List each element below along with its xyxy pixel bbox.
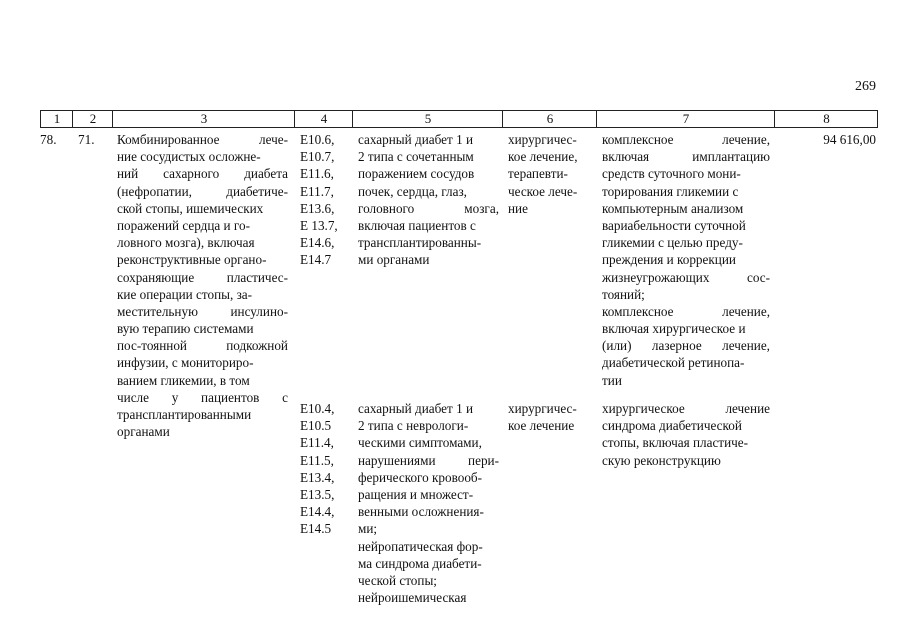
text-line: ма синдрома диабети-: [358, 555, 482, 571]
text-line: ние сосудистых осложне-: [117, 149, 261, 165]
text-line: вариабельности суточной: [602, 217, 746, 233]
text-line: стопы, включая пластиче-: [602, 435, 749, 451]
text-line: комплексное лечение,: [602, 132, 770, 147]
text-line: ние: [508, 200, 528, 216]
column-header-6: 6: [502, 111, 597, 127]
text-line: E11.6,: [300, 166, 334, 182]
text-line: (или) лазерное лечение,: [602, 338, 770, 354]
treatment-type-2: [508, 400, 594, 434]
text-line: трансплантированными: [117, 407, 252, 422]
text-line: синдрома диабетической: [602, 418, 742, 434]
text-line: ми органами: [358, 252, 430, 268]
text-line: ферического кровооб-: [358, 469, 483, 485]
header-bottom-rule: [40, 127, 878, 128]
diagnosis-description-1: [358, 131, 499, 269]
text-line: E14.7: [300, 252, 332, 268]
text-line: сахарный диабет 1 и: [358, 132, 474, 147]
text-line: хирургичес-: [508, 401, 577, 416]
text-line: нарушениями пери-: [358, 452, 499, 468]
text-line: ми;: [358, 521, 378, 537]
text-line: ческое лече-: [508, 183, 578, 199]
text-line: жизнеугрожающих сос-: [602, 269, 770, 285]
column-header-2: 2: [72, 111, 113, 127]
row-number-2: 71.: [78, 132, 95, 147]
text-line: поражений сердца и го-: [117, 217, 250, 233]
text-line: торирования гликемии с: [602, 183, 739, 199]
text-line: хирургичес-: [508, 132, 577, 147]
text-line: сахарный диабет 1 и: [358, 401, 474, 416]
text-line: компьютерным анализом: [602, 200, 744, 216]
text-line: диабетической ретинопа-: [602, 355, 745, 371]
text-line: нейропатическая фор-: [358, 538, 483, 554]
text-line: головного мозга,: [358, 200, 499, 216]
text-line: местительную инсулино-: [117, 303, 288, 319]
diagnosis-description-2: [358, 400, 499, 606]
text-line: терапевти-: [508, 166, 568, 182]
text-line: органами: [117, 424, 170, 440]
text-line: E14.6,: [300, 235, 335, 251]
text-line: хирургическое лечение: [602, 401, 770, 416]
text-line: ческими симптомами,: [358, 435, 482, 451]
text-line: ний сахарного диабета: [117, 166, 288, 182]
text-line: включая пациентов с: [358, 217, 476, 233]
text-line: ванием гликемии, в том: [117, 372, 250, 388]
text-line: ской стопы, ишемических: [117, 200, 264, 216]
column-header-4: 4: [294, 111, 353, 127]
text-line: E13.6,: [300, 200, 335, 216]
text-line: гликемии с целью преду-: [602, 235, 743, 251]
column-header-3: 3: [112, 111, 295, 127]
text-line: средств суточного мони-: [602, 166, 741, 182]
text-line: (нефропатии, диабетиче-: [117, 183, 288, 199]
text-line: почек, сердца, глаз,: [358, 183, 467, 199]
text-line: реконструктивные органо-: [117, 252, 267, 268]
text-line: E13.4,: [300, 469, 335, 485]
treatment-type-1: [508, 131, 594, 217]
column-header-5: 5: [352, 111, 503, 127]
header-right-border: [877, 111, 878, 127]
text-line: E14.4,: [300, 504, 335, 520]
treatment-method-1: [602, 131, 770, 389]
price: 94 616,00: [823, 132, 876, 147]
text-line: нейроишемическая: [358, 590, 467, 606]
text-line: вую терапию системами: [117, 321, 254, 337]
text-line: числе у пациентов с: [117, 389, 288, 405]
text-line: комплексное лечение,: [602, 303, 770, 319]
text-line: 2 типа с сочетанным: [358, 149, 474, 165]
text-line: Комбинированное лече-: [117, 132, 288, 147]
row-number-1: 78.: [40, 132, 57, 147]
text-line: E14.5: [300, 521, 332, 537]
text-line: включая имплантацию: [602, 149, 770, 165]
text-line: E11.4,: [300, 435, 334, 451]
text-line: преждения и коррекции: [602, 252, 736, 268]
text-line: сохраняющие пластичес-: [117, 269, 288, 285]
text-line: кое лечение: [508, 418, 575, 434]
text-line: ловного мозга), включая: [117, 235, 255, 251]
text-line: E11.7,: [300, 183, 334, 199]
text-line: E 13.7,: [300, 217, 338, 233]
treatment-method-2: [602, 400, 770, 469]
diagnosis-codes-group-1: [300, 131, 350, 269]
text-line: ческой стопы;: [358, 572, 437, 588]
text-line: E10.5: [300, 418, 332, 434]
column-header-8: 8: [774, 111, 878, 127]
treatment-name: [117, 131, 288, 440]
text-line: тояний;: [602, 286, 645, 302]
text-line: трансплантированны-: [358, 235, 482, 251]
text-line: E10.4,: [300, 401, 335, 416]
text-line: 2 типа с неврологи-: [358, 418, 469, 434]
text-line: E10.7,: [300, 149, 335, 165]
text-line: E13.5,: [300, 486, 335, 502]
text-line: кие операции стопы, за-: [117, 286, 253, 302]
text-line: E10.6,: [300, 132, 335, 147]
text-line: пос-тоянной подкожной: [117, 338, 288, 354]
text-line: E11.5,: [300, 452, 334, 468]
text-line: скую реконструкцию: [602, 452, 721, 468]
diagnosis-codes-group-2: [300, 400, 350, 538]
page-number: 269: [855, 79, 876, 94]
text-line: инфузии, с мониториро-: [117, 355, 254, 371]
text-line: поражением сосудов: [358, 166, 475, 182]
column-header-1: 1: [40, 111, 73, 127]
text-line: ращения и множест-: [358, 486, 474, 502]
text-line: кое лечение,: [508, 149, 578, 165]
text-line: тии: [602, 372, 622, 388]
column-header-7: 7: [596, 111, 775, 127]
text-line: включая хирургическое и: [602, 321, 746, 337]
text-line: венными осложнения-: [358, 504, 484, 520]
